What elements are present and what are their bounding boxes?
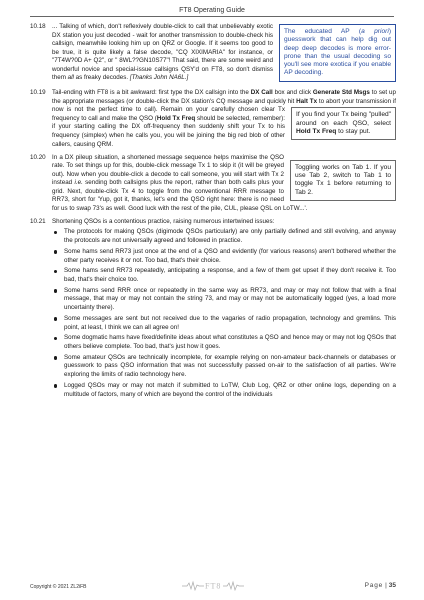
document-title: FT8 Operating Guide [179,7,245,14]
page-number-label [365,582,396,589]
page-number: 35 [388,582,396,589]
callout-italic: a priori [361,28,389,35]
section-content [52,154,396,214]
section-content [52,89,396,149]
credit-note: [Thanks John NA6L.] [129,74,189,82]
ui-term-generate-std-msgs: Generate Std Msgs [312,89,370,97]
list-item: Some dogmatic hams have fixed/definite ideas about what constitutes a QSO and hence may or may not log QSOs that others believe complete. Too bad, that's just how it goes. [52,334,396,351]
paragraph-text: should be selected, remember): if your starting calling the DX off-frequency then suddenly shift your Tx to his frequency (simplex) when he calls you, you will be joining the big red blob of other callers, causing QRM. [52,114,285,148]
section-number: 10.18 [30,23,46,30]
paragraph-text: In a DX pileup situation, a shortened message sequence helps maximise the QSO rate. To set things up for this, double-click message Tx 1 to skip it (it will be greyed out). Now when you double-click a decode to call someone, you will start with Tx 2 instead [52,153,284,187]
callout-text: If you find your Tx being "pulled" around on each QSO, select [296,111,391,127]
callout-text: The educated AP ( [284,28,362,35]
callout-bold: Hold Tx Freq [296,127,337,135]
svg-text:FT8: FT8 [205,581,222,591]
page-header [30,7,394,17]
callout-text: Toggling works on Tab 1. If you use Tab 2, switch to Tab 1 to toggle Tx 1 before returning to Tab 2. [295,163,391,196]
section-number: 10.21 [30,217,46,225]
section-number: 10.19 [30,89,46,97]
list-item: Some hams send RR73 repeatedly, anticipating a response, and a few of them get upset if they don't receive it. Too bad, that's their choice too. [52,267,396,284]
page-separator: | [385,582,387,589]
copyright-notice: Copyright © 2021 ZL2iFB [30,584,87,590]
waveform-logo-icon [182,580,244,591]
section-10-21 [30,218,396,402]
paragraph-text: ... Talking of which, don't reflexively double-click to call that unbelievably exotic DX station you just decoded - wait for another transmission to double-check his callsign, meanwhile looking him up on QRZ or Google. If it seems too good to be true, it is quite likely a false decode, "CQ XIXIMARIA" for instance, or "7T4W?0D A+ Q2", or " 8WL??GN10S77"! That said, there are some weird and wonderful novice and special-issue callsigns QSY'd on FT8, so don't dismiss them [52,23,273,82]
section-intro: Shortening QSOs is a contentious practice, raising numerous intertwined issues: [52,217,275,225]
page-label: Page [364,582,384,589]
ui-term-dx-call: DX Call [250,89,273,97]
callout-text: to stay put. [336,127,371,135]
ui-term-hold-tx-freq: Hold Tx Freq [156,114,196,122]
section-10-20 [30,154,396,214]
list-item: Some amateur QSOs are technically incomplete, for example relying on non-amateur back-channels or databases or guesswork to pass QSO information that was not successfully passed on-air to the satisfaction of all parties. We're exploring the limits of radio technology here. [52,354,396,380]
paragraph-text: sending both callsigns plus the report, rather than both calls plus your grid. Next, double-click Tx 4 to toggle from the conventional RRR message to RR73, short for 'Yup, got it, thanks, let's end the QSO right here: there is no need for us to swap 73's as well. Good luck with the rest of the pile, CUL, please QSL on LoTW...'. [52,179,308,212]
section-content [52,218,396,402]
paragraph-text: box and click [272,89,313,97]
section-10-18 [30,23,396,85]
page-footer [30,580,396,592]
list-item: Logged QSOs may or may not match if submitted to LoTW, Club Log, QRZ or other online logs, depending on a multitude of factors, many of which are beyond the control of the individuals [52,382,396,399]
paragraph-text: to set up the appropriate messages (or double-click the DX station's CQ message and quickly hit [52,89,396,105]
emphasis: i.e. [74,179,83,187]
emphasis: all [67,74,74,82]
list-item: Some hams send RRR once or repeatedly in the same way as RR73, and may or may not follow that with a final message, that may or may not contain the string 73, and may or may not be automatically logged (yes, a load more uncertainty there). [52,287,396,313]
paragraph-text: to abort your transmission if now is not the perfect time to call). Remain on your carefully chosen clear Tx frequency to call and make the QSO ( [52,97,397,122]
list-item: Some hams send RR73 just once at the end of a QSO and evidently (for various reasons) aren't bothered whether the other party receives it or not. Too bad, that's their choice. [52,248,396,265]
paragraph-text: as freaky decodes. [73,74,130,82]
list-item: Some messages are sent but not received due to the vagaries of radio propagation, technology and gremlins. This point, at least, I think we can all agree on! [52,315,396,332]
hold-tx-freq-callout [291,107,396,140]
qso-issues-list [52,228,396,399]
section-10-19 [30,89,396,149]
callout-text: ) guesswork that can help dig out deep deep decodes is more error-prone than the usual decoding so you'll see more exotica if you enable AP decoding. [284,28,392,77]
section-content [52,23,396,85]
document-body [30,23,396,406]
ui-term-halt-tx: Halt Tx [296,97,318,105]
ap-decoding-callout [279,24,396,82]
paragraph-text: Tail-ending with FT8 is a bit awkward: first type the DX callsign into the [52,89,251,97]
list-item: The protocols for making QSOs (digimode QSOs particularly) are only partially defined and still evolving, and anyway the protocols are not universally agreed and followed in practice. [52,228,396,245]
tab-toggle-callout [290,160,396,201]
section-number: 10.20 [30,153,46,161]
